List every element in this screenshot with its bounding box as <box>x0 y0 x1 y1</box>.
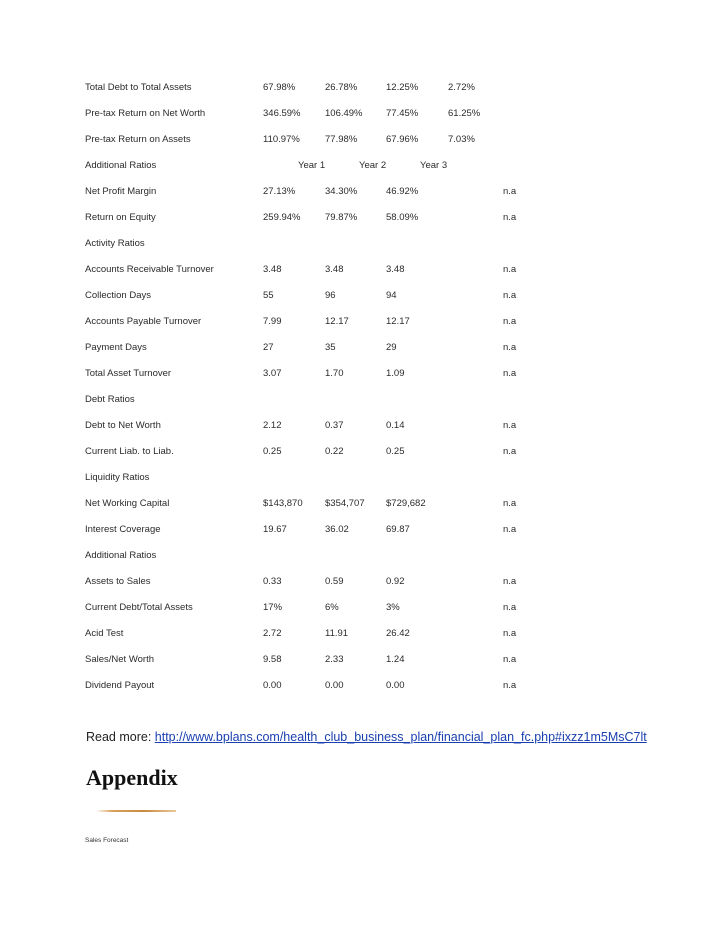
row-label: Total Debt to Total Assets <box>85 82 192 93</box>
value-col-3: 94 <box>386 290 397 301</box>
row-label: Pre-tax Return on Assets <box>85 134 191 145</box>
read-more-prefix: Read more: <box>86 730 155 744</box>
row-label: Current Liab. to Liab. <box>85 446 174 457</box>
value-col-3: 12.25% <box>386 82 419 93</box>
row-label: Liquidity Ratios <box>85 472 150 483</box>
value-col-2: 77.98% <box>325 134 358 145</box>
row-label: Total Asset Turnover <box>85 368 172 379</box>
value-col-3: 67.96% <box>386 134 419 145</box>
table-row <box>0 108 728 134</box>
value-col-3: 0.25 <box>386 446 405 457</box>
table-row <box>0 628 728 654</box>
value-col-2: 0.37 <box>325 420 344 431</box>
value-col-1: 67.98% <box>263 82 296 93</box>
value-col-1: 7.99 <box>263 316 282 327</box>
row-label: Return on Equity <box>85 212 156 223</box>
row-label: Acid Test <box>85 628 124 639</box>
chart-image-fragment <box>96 808 176 814</box>
value-col-3: 1.24 <box>386 654 405 665</box>
value-col-1: 2.72 <box>263 628 282 639</box>
value-col-3: 12.17 <box>386 316 410 327</box>
value-col-2: 106.49% <box>325 108 363 119</box>
value-col-3: $729,682 <box>386 498 426 509</box>
sales-forecast-caption: Sales Forecast <box>85 837 129 844</box>
value-col-1: 346.59% <box>263 108 301 119</box>
year-2-header: Year 2 <box>359 160 387 171</box>
na-col: n.a <box>503 524 517 535</box>
row-label: Accounts Receivable Turnover <box>85 264 214 275</box>
na-col: n.a <box>503 290 517 301</box>
na-col: n.a <box>503 628 517 639</box>
na-col: n.a <box>503 498 517 509</box>
value-col-1: 2.12 <box>263 420 282 431</box>
value-col-1: 259.94% <box>263 212 301 223</box>
table-row <box>0 290 728 316</box>
table-row <box>0 446 728 472</box>
value-col-3: 0.92 <box>386 576 405 587</box>
table-row <box>0 212 728 238</box>
row-label: Payment Days <box>85 342 147 353</box>
value-col-3: 0.14 <box>386 420 405 431</box>
na-col: n.a <box>503 654 517 665</box>
table-row <box>0 576 728 602</box>
year-3-header: Year 3 <box>420 160 448 171</box>
value-col-2: 0.59 <box>325 576 344 587</box>
row-label: Pre-tax Return on Net Worth <box>85 108 206 119</box>
section-heading-row <box>0 394 728 420</box>
section-heading-row <box>0 238 728 264</box>
value-col-1: 17% <box>263 602 283 613</box>
table-row <box>0 134 728 160</box>
value-col-1: 110.97% <box>263 134 300 145</box>
value-col-1: 0.25 <box>263 446 282 457</box>
na-col: n.a <box>503 576 517 587</box>
row-label: Additional Ratios <box>85 550 157 561</box>
na-col: n.a <box>503 602 517 613</box>
value-col-2: 79.87% <box>325 212 358 223</box>
na-col: n.a <box>503 316 517 327</box>
appendix-heading: Appendix <box>86 765 178 790</box>
value-col-2: 6% <box>325 602 339 613</box>
row-label: Debt Ratios <box>85 394 135 405</box>
row-label: Net Profit Margin <box>85 186 157 197</box>
value-col-4: 61.25% <box>448 108 481 119</box>
value-col-3: 0.00 <box>386 680 405 691</box>
value-col-3: 77.45% <box>386 108 419 119</box>
table-row <box>0 186 728 212</box>
row-label: Current Debt/Total Assets <box>85 602 193 613</box>
value-col-2: 35 <box>325 342 336 353</box>
na-col: n.a <box>503 186 517 197</box>
chart-image-strip <box>96 810 176 812</box>
year-1-header: Year 1 <box>298 160 326 171</box>
value-col-1: 27.13% <box>263 186 296 197</box>
value-col-1: 19.67 <box>263 524 287 535</box>
table-row <box>0 264 728 290</box>
row-label: Interest Coverage <box>85 524 161 535</box>
value-col-3: 3% <box>386 602 400 613</box>
value-col-2: 11.91 <box>325 628 349 639</box>
table-row <box>0 680 728 706</box>
value-col-2: 3.48 <box>325 264 344 275</box>
table-row <box>0 316 728 342</box>
section-heading-row <box>0 550 728 576</box>
read-more-line <box>86 730 647 744</box>
value-col-2: 2.33 <box>325 654 344 665</box>
value-col-1: $143,870 <box>263 498 303 509</box>
value-col-2: 0.00 <box>325 680 344 691</box>
value-col-3: 29 <box>386 342 397 353</box>
value-col-2: 26.78% <box>325 82 358 93</box>
value-col-3: 3.48 <box>386 264 405 275</box>
value-col-4: 7.03% <box>448 134 475 145</box>
ratios-table <box>0 82 728 706</box>
row-label: Collection Days <box>85 290 151 301</box>
row-label: Accounts Payable Turnover <box>85 316 202 327</box>
value-col-2: $354,707 <box>325 498 365 509</box>
table-row <box>0 368 728 394</box>
value-col-1: 3.07 <box>263 368 282 379</box>
value-col-2: 96 <box>325 290 336 301</box>
value-col-1: 0.00 <box>263 680 282 691</box>
value-col-2: 0.22 <box>325 446 344 457</box>
row-label: Net Working Capital <box>85 498 170 509</box>
table-row <box>0 82 728 108</box>
value-col-2: 1.70 <box>325 368 344 379</box>
value-col-3: 26.42 <box>386 628 410 639</box>
na-col: n.a <box>503 342 517 353</box>
row-label: Additional Ratios <box>85 160 157 171</box>
year-header-row <box>0 160 728 186</box>
table-row <box>0 420 728 446</box>
value-col-1: 55 <box>263 290 274 301</box>
value-col-1: 0.33 <box>263 576 282 587</box>
table-row <box>0 602 728 628</box>
na-col: n.a <box>503 368 517 379</box>
row-label: Activity Ratios <box>85 238 145 249</box>
row-label: Assets to Sales <box>85 576 151 587</box>
table-row <box>0 498 728 524</box>
value-col-1: 3.48 <box>263 264 282 275</box>
value-col-2: 36.02 <box>325 524 349 535</box>
value-col-4: 2.72% <box>448 82 475 93</box>
section-heading-row <box>0 472 728 498</box>
table-row <box>0 342 728 368</box>
na-col: n.a <box>503 264 517 275</box>
na-col: n.a <box>503 212 517 223</box>
table-row <box>0 524 728 550</box>
value-col-3: 69.87 <box>386 524 410 535</box>
value-col-2: 34.30% <box>325 186 358 197</box>
value-col-3: 58.09% <box>386 212 419 223</box>
table-row <box>0 654 728 680</box>
row-label: Dividend Payout <box>85 680 155 691</box>
value-col-3: 46.92% <box>386 186 419 197</box>
value-col-1: 27 <box>263 342 274 353</box>
read-more-link[interactable]: http://www.bplans.com/health_club_business_plan/financial_plan_fc.php#ixzz1m5MsC7lt <box>154 730 647 744</box>
row-label: Sales/Net Worth <box>85 654 154 665</box>
row-label: Debt to Net Worth <box>85 420 161 431</box>
value-col-2: 12.17 <box>325 316 349 327</box>
na-col: n.a <box>503 446 517 457</box>
na-col: n.a <box>503 680 517 691</box>
na-col: n.a <box>503 420 517 431</box>
value-col-1: 9.58 <box>263 654 282 665</box>
value-col-3: 1.09 <box>386 368 405 379</box>
